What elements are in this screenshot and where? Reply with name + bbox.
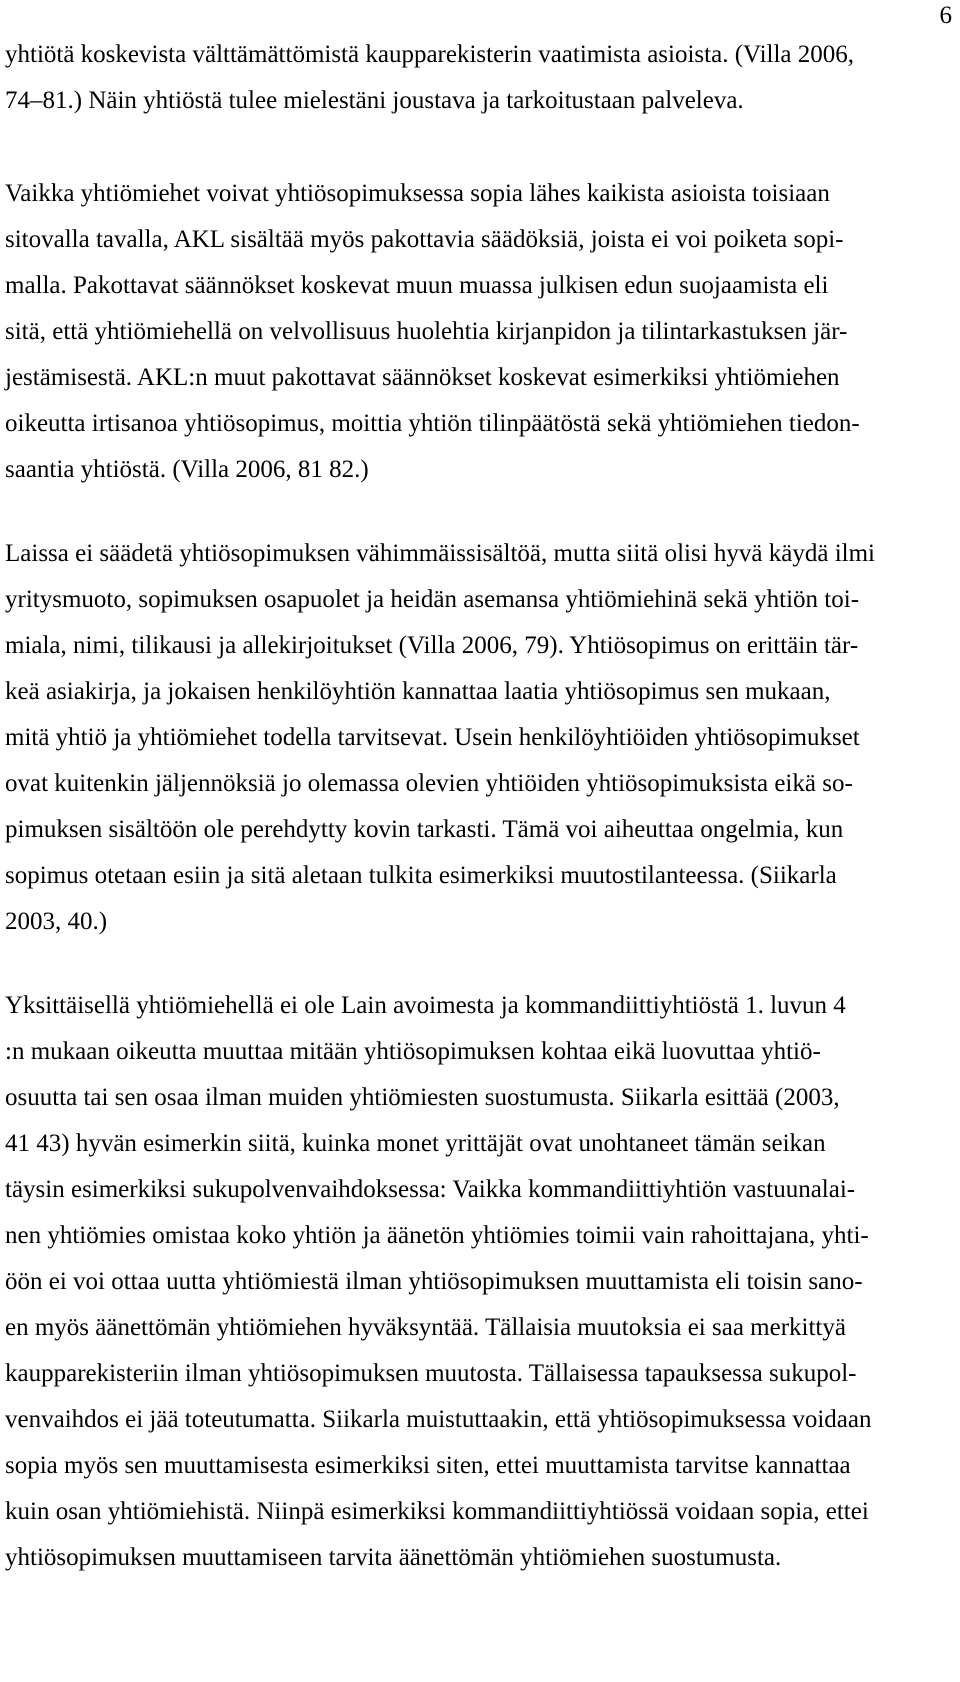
paragraph-line: sopia myös sen muuttamisesta esimerkiksi siten, ettei muuttamista tarvitse kannattaa (5, 1452, 851, 1479)
paragraph-line: Vaikka yhtiömiehet voivat yhtiösopimuksessa sopia lähes kaikista asioista toisiaan (5, 180, 830, 207)
paragraph-line: miala, nimi, tilikausi ja allekirjoitukset (Villa 2006, 79). Yhtiösopimus on erittäin tär- (5, 632, 859, 659)
paragraph-line: yhtiösopimuksen muuttamiseen tarvita äänettömän yhtiömiehen suostumusta. (5, 1544, 782, 1571)
paragraph-line: :n mukaan oikeutta muuttaa mitään yhtiösopimuksen kohtaa eikä luovuttaa yhtiö- (5, 1038, 821, 1065)
paragraph-line: öön ei voi ottaa uutta yhtiömiestä ilman yhtiösopimuksen muuttamista eli toisin sano- (5, 1268, 863, 1295)
paragraph-line: 41 43) hyvän esimerkin siitä, kuinka monet yrittäjät ovat unohtaneet tämän seikan (5, 1130, 826, 1157)
paragraph-line: malla. Pakottavat säännökset koskevat muun muassa julkisen edun suojaamista eli (5, 272, 829, 299)
paragraph-line: venvaihdos ei jää toteutumatta. Siikarla muistuttaakin, että yhtiösopimuksessa voidaan (5, 1406, 872, 1433)
paragraph-line: ovat kuitenkin jäljennöksiä jo olemassa olevien yhtiöiden yhtiösopimuksista eikä so- (5, 770, 853, 797)
paragraph-line: sopimus otetaan esiin ja sitä aletaan tulkita esimerkiksi muutostilanteessa. (Siikarla (5, 862, 837, 889)
paragraph-line: mitä yhtiö ja yhtiömiehet todella tarvitsevat. Usein henkilöyhtiöiden yhtiösopimukset (5, 724, 860, 751)
paragraph-line: jestämisestä. AKL:n muut pakottavat säännökset koskevat esimerkiksi yhtiömiehen (5, 364, 840, 391)
paragraph-line: Yksittäisellä yhtiömiehellä ei ole Lain avoimesta ja kommandiittiyhtiöstä 1. luvun 4 (5, 992, 846, 1019)
paragraph-line: sitovalla tavalla, AKL sisältää myös pakottavia säädöksiä, joista ei voi poiketa sopi- (5, 226, 844, 253)
paragraph-line: Laissa ei säädetä yhtiösopimuksen vähimmäissisältöä, mutta siitä olisi hyvä käydä ilmi (5, 540, 875, 567)
paragraph-line: 74–81.) Näin yhtiöstä tulee mielestäni joustava ja tarkoitustaan palveleva. (5, 87, 744, 114)
paragraph-line: yhtiötä koskevista välttämättömistä kaupparekisterin vaatimista asioista. (Villa 2006, (5, 41, 854, 68)
paragraph-line: saantia yhtiöstä. (Villa 2006, 81 82.) (5, 456, 369, 483)
paragraph-line: nen yhtiömies omistaa koko yhtiön ja äänetön yhtiömies toimii vain rahoittajana, yhti- (5, 1222, 869, 1249)
paragraph-line: keä asiakirja, ja jokaisen henkilöyhtiön kannattaa laatia yhtiösopimus sen mukaan, (5, 678, 831, 705)
paragraph-line: täysin esimerkiksi sukupolvenvaihdoksessa: Vaikka kommandiittiyhtiön vastuunalai- (5, 1176, 856, 1203)
paragraph-line: pimuksen sisältöön ole perehdytty kovin tarkasti. Tämä voi aiheuttaa ongelmia, kun (5, 816, 844, 843)
paragraph-line: en myös äänettömän yhtiömiehen hyväksyntää. Tällaisia muutoksia ei saa merkittyä (5, 1314, 846, 1341)
paragraph-line: yritysmuoto, sopimuksen osapuolet ja heidän asemansa yhtiömiehinä sekä yhtiön toi- (5, 586, 860, 613)
paragraph-line: sitä, että yhtiömiehellä on velvollisuus huolehtia kirjanpidon ja tilintarkastuksen jär- (5, 318, 848, 345)
page-number: 6 (939, 2, 952, 29)
paragraph-line: oikeutta irtisanoa yhtiösopimus, moittia yhtiön tilinpäätöstä sekä yhtiömiehen tiedon- (5, 410, 860, 437)
paragraph-line: osuutta tai sen osaa ilman muiden yhtiömiesten suostumusta. Siikarla esittää (2003, (5, 1084, 840, 1111)
paragraph-line: kuin osan yhtiömiehistä. Niinpä esimerkiksi kommandiittiyhtiössä voidaan sopia, ettei (5, 1498, 869, 1525)
paragraph-line: 2003, 40.) (5, 908, 108, 935)
paragraph-line: kaupparekisteriin ilman yhtiösopimuksen muutosta. Tällaisessa tapauksessa sukupol- (5, 1360, 857, 1387)
